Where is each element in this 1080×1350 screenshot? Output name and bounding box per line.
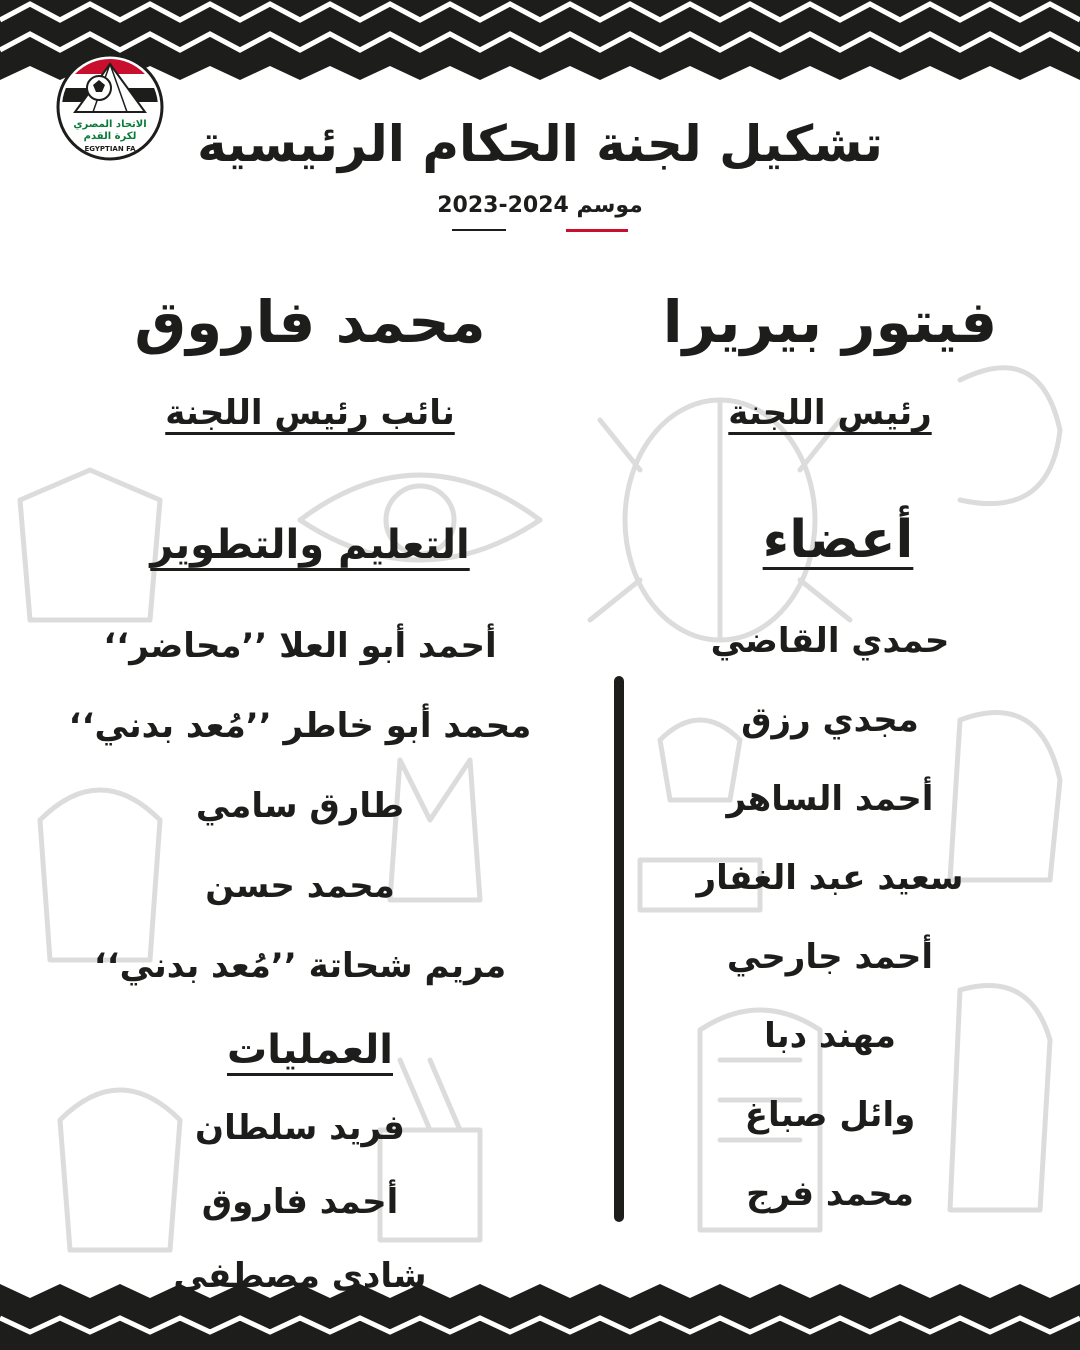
education-item: أحمد أبو العلا ’’محاضر‘‘ — [103, 626, 497, 666]
operations-item: فريد سلطان — [195, 1108, 405, 1148]
season-underline-red — [566, 229, 628, 232]
member-item: سعيد عبد الغفار — [696, 858, 964, 898]
education-item: محمد أبو خاطر ’’مُعد بدني‘‘ — [68, 706, 532, 746]
logo-text-en: EGYPTIAN FA — [84, 145, 136, 153]
member-item: وائل صباغ — [744, 1095, 916, 1135]
chairman-name: فيتور بيريرا — [662, 288, 998, 356]
member-item: أحمد الساهر — [726, 779, 934, 819]
operations-item: شادي مصطفى — [173, 1256, 427, 1296]
vice-chairman-role: نائب رئيس اللجنة — [165, 393, 455, 433]
logo-text-ar-1: الاتحاد المصري — [73, 119, 147, 130]
chairman-role: رئيس اللجنة — [728, 393, 932, 433]
column-divider — [614, 676, 624, 1222]
page-title: تشكيل لجنة الحكام الرئيسية — [197, 115, 883, 173]
education-section-title: التعليم والتطوير — [150, 522, 470, 568]
vice-chairman-name: محمد فاروق — [134, 288, 486, 356]
members-section-title: أعضاء — [762, 510, 914, 570]
member-item: مجدي رزق — [741, 700, 919, 740]
operations-item: أحمد فاروق — [201, 1182, 399, 1222]
education-item: محمد حسن — [205, 866, 395, 906]
education-item: مريم شحاتة ’’مُعد بدني‘‘ — [93, 946, 507, 986]
season-underline-black — [452, 229, 506, 231]
education-item: طارق سامي — [195, 786, 405, 826]
member-item: مهند دبا — [764, 1016, 896, 1056]
member-item: حمدي القاضي — [710, 621, 950, 661]
member-item: أحمد جارحي — [726, 937, 934, 977]
operations-section-title: العمليات — [227, 1027, 393, 1073]
member-item: محمد فرج — [746, 1174, 914, 1214]
season-label: موسم 2024-2023 — [437, 193, 643, 218]
logo-text-ar-2: لكرة القدم — [83, 131, 137, 142]
